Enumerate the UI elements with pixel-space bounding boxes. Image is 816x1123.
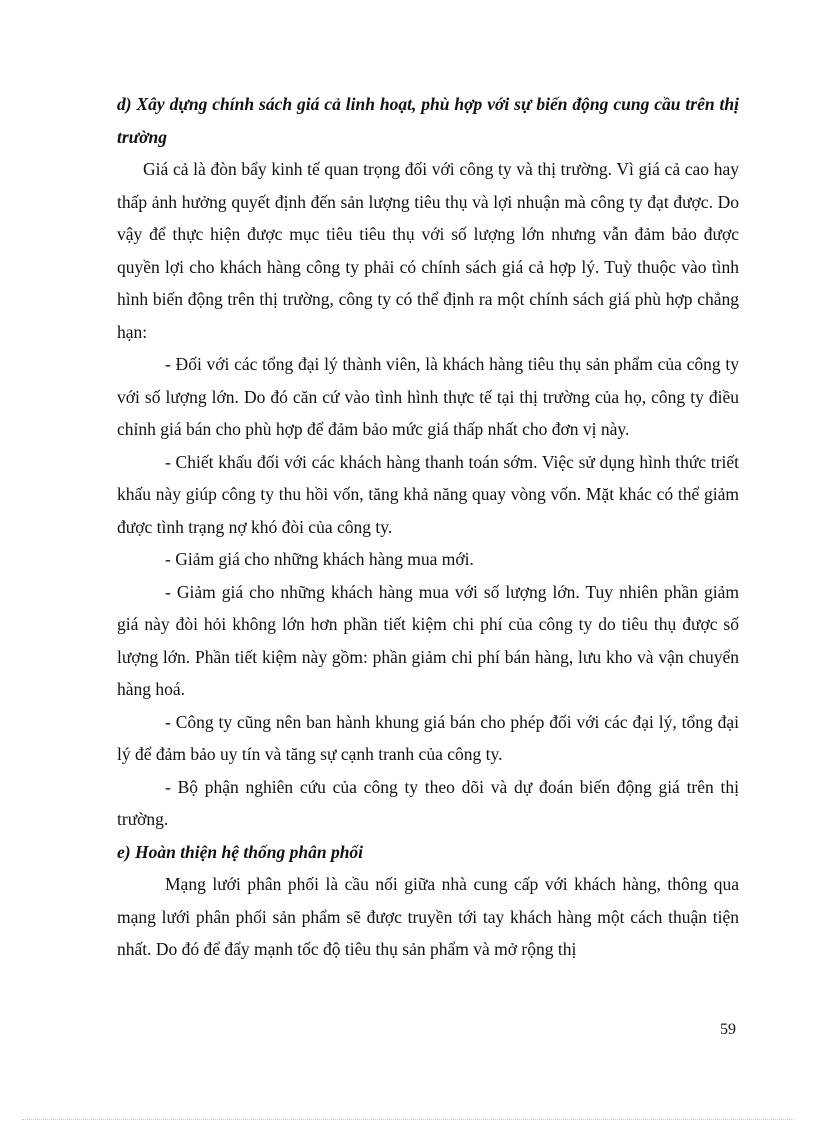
section-d-intro: Giá cả là đòn bẩy kinh tế quan trọng đối với công ty và thị trường. Vì giá cả cao hay thấp ảnh hưởng quyết định đến sản lượng tiêu thụ và lợi nhuận mà công ty đạt được. Do vậy để thực hiện được mục tiêu tiêu thụ với số lượng lớn nhưng vẫn đảm bảo được quyền lợi cho khách hàng công ty phải có chính sách giá cả hợp lý. Tuỳ thuộc vào tình hình biến động trên thị trường, công ty có thể định ra một chính sách giá phù hợp chẳng hạn: — [117, 159, 739, 342]
bullet-item-new-customer-discount: - Giảm giá cho những khách hàng mua mới. — [165, 549, 474, 569]
page-bottom-divider — [22, 1119, 794, 1120]
section-d-heading: d) Xây dựng chính sách giá cả linh hoạt, phù hợp với sự biến động cung cầu trên thị trường — [117, 94, 739, 147]
bullet-item-general-agents: - Đối với các tổng đại lý thành viên, là khách hàng tiêu thụ sản phẩm của công ty với số lượng lớn. Do đó căn cứ vào tình hình thực tế tại thị trường của họ, công ty điều chỉnh giá bán cho phù hợp để đảm bảo mức giá thấp nhất cho đơn vị này. — [117, 354, 739, 439]
bullet-item-price-research: - Bộ phận nghiên cứu của công ty theo dõi và dự đoán biến động giá trên thị trường. — [117, 776, 739, 829]
bullet-item-volume-discount: - Giảm giá cho những khách hàng mua với số lượng lớn. Tuy nhiên phần giảm giá này đòi hỏi không lớn hơn phần tiết kiệm chi phí của công ty do tiêu thụ được số lượng lớn. Phần tiết kiệm này gồm: phần giảm chi phí bán hàng, lưu kho và vận chuyển hàng hoá. — [117, 581, 739, 699]
section-e-heading: e) Hoàn thiện hệ thống phân phối — [117, 841, 364, 862]
bullet-item-early-payment-discount: - Chiết khấu đối với các khách hàng thanh toán sớm. Việc sử dụng hình thức triết khấu này giúp công ty thu hồi vốn, tăng khả năng quay vòng vốn. Mặt khác có thể giảm được tình trạng nợ khó đòi của công ty. — [117, 451, 739, 537]
page-number: 59 — [720, 1021, 736, 1038]
section-e-intro: Mạng lưới phân phối là cầu nối giữa nhà cung cấp với khách hàng, thông qua mạng lưới phân phối sản phẩm sẽ được truyền tới tay khách hàng một cách thuận tiện nhất. Do đó để đẩy mạnh tốc độ tiêu thụ sản phẩm và mở rộng thị — [117, 874, 739, 959]
bullet-item-price-framework: - Công ty cũng nên ban hành khung giá bán cho phép đối với các đại lý, tổng đại lý để đảm bảo uy tín và tăng sự cạnh tranh của công ty. — [117, 711, 739, 764]
page-content — [117, 88, 739, 966]
